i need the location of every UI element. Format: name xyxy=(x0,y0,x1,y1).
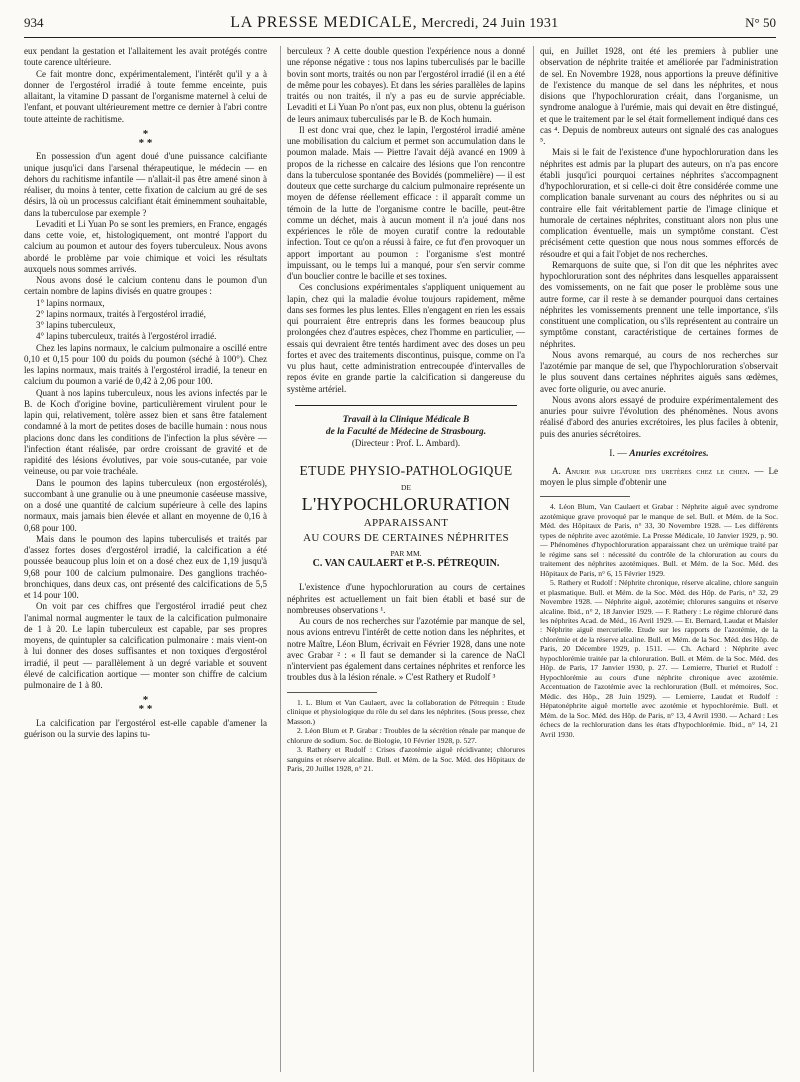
divider xyxy=(295,405,517,406)
column-1 xyxy=(24,46,267,1072)
section-separator: * * * xyxy=(138,694,153,716)
list-item: 3° lapins tuberculeux, xyxy=(36,320,116,331)
page-number: 934 xyxy=(24,15,44,30)
paragraph: Quant à nos lapins tuberculeux, nous les avions infectés par le B. de Koch d'origine bovine, particulièrement virulent pour le lapin qui, relativement, tolère assez bien et sans être fatalement condamné à la mort de petites doses de bacille humain : nous nous placions donc dans les conditions de l'infection la plus sévère — l'infection étant réalisée, par ordre croissant de gravité et de rapidité des lésions évolutives, par voie sous-cutanée, par voie veineuse, ou par voie trachéale. xyxy=(24,387,267,477)
footnote: 3. Rathery et Rudolf : Crises d'azotémie aiguë récidivante; chlorures sanguins et réserve alcaline. Bull. et Mém. de la Soc. Méd. des Hôpitaux de Paris, 20 Juillet 1928, n° 21. xyxy=(287,745,525,774)
article-title-line: AU COURS DE CERTAINES NÉPHRITES xyxy=(303,531,509,544)
paragraph: Levaditi et Li Yuan Po se sont les premiers, en France, engagés dans cette voie, et, histologiquement, ont montré l'apport du calcium au poumon et autour des foyers tuberculeux. Nous avons abordé le problème par voie chimique et voici les résultats auxquels nous sommes arrivés. xyxy=(24,218,267,274)
running-head xyxy=(24,14,776,38)
section-number: I. — xyxy=(609,447,630,459)
paragraph: Ce fait montre donc, expérimentalement, l'intérêt qu'il y a à donner de l'ergostérol irradié à toute femme enceinte, puis allaitant, la vitamine D passant de l'organisme maternel à celui de l'enfant, et pouvant ultérieurement mettre ce dernier à l'abri contre toute atteinte de rachitisme. xyxy=(24,68,267,124)
list-item: 4° lapins tuberculeux, traités à l'ergostérol irradié. xyxy=(36,331,217,342)
list-item: 2° lapins normaux, traités à l'ergostérol irradié, xyxy=(36,308,206,319)
footnote-divider xyxy=(287,692,377,693)
paragraph: Il est donc vrai que, chez le lapin, l'ergostérol irradié amène une mobilisation du calcium et permet son accumulation dans le poumon malade. Mais — Piettre l'avait déjà avancé en 1909 à propos de la richesse en calcaire des lésions que l'on rencontre dans la tuberculose spontanée des Bovidés (pommelière) — il est douteux que cette surcharge du calcium pulmonaire représente un moyen de défense réellement efficace : il apparaît comme un témoin de la lutte de l'organisme contre le bacille, peut-être comme un déchet, mais à aucun moment il n'a joué dans nos expériences le rôle de moyen curatif contre la redoutable infection. Tout ce qu'on a réussi à faire, ce fut d'en provoquer un apport important au poumon : l'organisme s'est montré impuissant, ou le temps lui a manqué, pour s'en servir comme d'un bouclier contre le bacille et ses toxines. xyxy=(287,124,525,281)
column-3 xyxy=(533,46,778,1072)
article-title-main: L'HYPOCHLORURATION xyxy=(301,493,511,514)
institution-line: Travail à la Clinique Médicale B xyxy=(342,414,470,425)
paragraph: eux pendant la gestation et l'allaitement les avait protégés contre toute carence ultérieure. xyxy=(24,46,267,68)
masthead xyxy=(230,14,558,32)
paragraph: Nous avons dosé le calcium contenu dans le poumon d'un certain nombre de lapins divisés en quatre groupes : xyxy=(24,275,267,297)
issue-date: Mercredi, 24 Juin 1931 xyxy=(421,16,559,31)
section-title: Anuries excrétoires. xyxy=(629,447,709,459)
journal-title: LA PRESSE MEDICALE, xyxy=(230,14,418,31)
footnotes xyxy=(540,502,778,739)
paragraph: La calcification par l'ergostérol est-elle capable d'amener la guérison ou la survie des lapins tu- xyxy=(24,717,267,740)
paragraph: L'existence d'une hypochloruration au cours de certaines néphrites est actuellement un fait bien établi et basé sur de nombreuses observations ¹. xyxy=(287,582,525,615)
paragraph-text: — Le moyen le plus simple d'obtenir une xyxy=(540,465,778,487)
institution-line: de la Faculté de Médecine de Strasbourg. xyxy=(325,426,487,437)
paragraph: Chez les lapins normaux, le calcium pulmonaire a oscillé entre 0,10 et 0,15 pour 100 du poids du poumon (séché à 100°). Chez les lapins normaux, mais traités à l'ergostérol irradié, la teneur en calcium du poumon a varié de 0,42 à 2,06 pour 100. xyxy=(24,342,267,387)
paragraph: berculeux ? A cette double question l'expérience nous a donné une réponse négative : tous nos lapins tuberculisés par le bacille bovin sont morts, traités ou non par l'ergostérol irradié (il en a été de même pour les cobayes). Et dans les séries parallèles de lapins traités ou non traités, il n'y a pas eu de survie appréciable. Levaditi et Li Yuan Po n'ont pas, eux non plus, obtenu la guérison de leurs animaux tuberculisés par le B. de Koch humain. xyxy=(287,46,525,124)
footnote: 5. Rathery et Rudolf : Néphrite chronique, réserve alcaline, chlore sanguin et plasmatique. Bull. et Mém. de la Soc. Méd. des Hôp. de Paris, n° 32, 29 Novembre 1928. — Néphrite aiguë, azotémie; chlorures sanguins et réserve alcaline. Ibid., n° 2, 18 Janvier 1929. — F. Rathery : Le régime chloruré dans les néphrites Acad. de Méd., 16 Avril 1929. — Et. Bernard, Laudat et Maisler : Néphrite aiguë mercurielle. Etude sur les rapports de l'azotémie, de la chlorémie et de la réserve alcaline. Bull. et Mém. de la Soc. Méd. des Hôp. de Paris, 20 Décembre 1929, p. 1511. — Ch. Achard : Néphrite avec hypochlorémie traitée par la chloruration. Bull. et Mém. de la Soc. Méd. des Hôp. de Paris, 17 Janvier 1930, p. 27. — Lemierre, Thuriel et Rudolf : Hypochlorémie au cours d'une néphrite chronique avec azotémie. Accentuation de l'azotémie avec la rechloruration (Bull. et mémoires, Soc. Médic. des Hôp., 28 Juin 1929). — Lemierre, Laudat et Rudolf : Hépatonéphrite aiguë mortelle avec azotémie et hypochlorémie. Bull. et Mém. de la Soc. Méd. des Hôp. de Paris, n° 13, 4 Avril 1930. — Achard : Les échecs de la rechloruration dans les états d'hypochlorémie. Ibid., n° 14, 21 Avril 1930. xyxy=(540,578,778,739)
subsection-heading: A. Anurie par ligature des uretères chez le chien. xyxy=(552,465,750,476)
byline-par: PAR MM. xyxy=(390,548,422,558)
article-title-line: DE xyxy=(401,483,411,493)
issue-number: N° 50 xyxy=(745,15,776,30)
director-line: (Directeur : Prof. L. Ambard). xyxy=(351,438,461,449)
footnotes xyxy=(287,698,525,774)
footnote-divider xyxy=(540,496,630,497)
article-header xyxy=(287,405,525,571)
paragraph: Nous avons remarqué, au cours de nos recherches sur l'azotémie par manque de sel, que l'hypochloruration s'observait le plus souvent dans certaines néphrites aiguës sans œdèmes, avec forte oligurie, ou avec anurie. xyxy=(540,349,778,394)
section-heading xyxy=(540,448,778,460)
paragraph: Mais dans le poumon des lapins tuberculisés et traités par d'assez fortes doses d'ergostérol irradié, la calcification a été poussée beaucoup plus loin et on a dosé chez eux de 1,19 jusqu'à 9,68 pour 100 de calcium pulmonaire. Des ganglions trachéo-bronchiques, dans deux cas, ont présenté des calcifications de 5,5 et 14 pour 100. xyxy=(24,533,267,601)
paragraph: En possession d'un agent doué d'une puissance calcifiante unique jusqu'ici dans l'arsenal thérapeutique, le médecin — en dehors du rachitisme infantile — n'allait-il pas être amené sinon à réaliser, du moins à tenter, cette fixation de calcium au gré de ses désirs, là où un processus calcifiant était éminemment souhaitable, dans la tuberculose par exemple ? xyxy=(24,151,267,218)
section-separator: * * * xyxy=(138,127,153,149)
article-title-line: APPARAISSANT xyxy=(363,516,449,529)
paragraph: Mais si le fait de l'existence d'une hypochloruration dans les néphrites est admis par la plupart des auteurs, on n'a pas encore établi jusqu'ici pourquoi certaines néphrites s'accompagnent d'hypochloruration, et si celle-ci doit être considérée comme une complication banale survenant au cours des néphrites ou si au contraire elle fait véritablement partie de l'image clinique et humorale de certaines néphrites, constituant alors non plus une complication éventuelle, mais un symptôme constant. C'est précisément cette question que nous nous sommes efforcés de résoudre et qui a fait l'objet de nos recherches. xyxy=(540,147,778,259)
footnote: 4. Léon Blum, Van Caulaert et Grabar : Néphrite aiguë avec syndrome azotémique grave provoqué par le manque de sel. Bull. et Mém. de la Soc. Méd. des Hôpitaux de Paris, n° 33, 30 Novembre 1928. — Les différents types de néphrite avec azotémie. La Presse Médicale, 10 Janvier 1929, p. 90. — Phénomènes d'hypochloruration apparaissant chez un urémique traité par le régime sans sel : nécessité du contrôle de la chloruration au cours du traitement des néphrites azotémiques. Bull. et Mém. de la Soc. Méd. des Hôpitaux de Paris, n° 6, 15 Février 1929. xyxy=(540,502,778,578)
article-authors: C. VAN CAULAERT et P.-S. PÉTREQUIN. xyxy=(312,558,500,569)
footnote: 1. L. Blum et Van Caulaert, avec la collaboration de Pétrequin : Etude clinique et physiologique du rôle du sel dans les néphrites. (Sous presse, chez Masson.) xyxy=(287,697,525,726)
paragraph: Au cours de nos recherches sur l'azotémie par manque de sel, nous avions entrevu l'intérêt de cette notion dans les néphrites, et notre Maître, Léon Blum, écrivait en Février 1928, dans une note avec Grabar ² : « Il faut se demander si la carence de NaCl n'intervient pas également dans certaines néphrites et renforce les troubles dus à la lésion rénale. » C'est Rathery et Rudolf ³ xyxy=(287,616,525,683)
list-item: 1° lapins normaux, xyxy=(36,297,105,308)
paragraph: On voit par ces chiffres que l'ergostérol irradié peut chez l'animal normal augmenter le taux de la calcification pulmonaire de 1 à 20. Le lapin tuberculeux est capable, par ses propres moyens, de quintupler sa calcification pulmonaire : mais vient-on à lui donner des doses suffisantes et non toxiques d'ergostérol irradié, il peut — parallèlement à un degré variable et souvent élevé de calcification aortique — monter son chiffre de calcium pulmonaire de 1 à 80. xyxy=(24,601,267,691)
paragraph: qui, en Juillet 1928, ont été les premiers à publier une observation de néphrite traitée et améliorée par l'administration de sel. En Novembre 1928, nous apportions la preuve définitive de l'existence du manque de sel dans les néphrites, et nous disions que l'hypochloruration créait, dans l'organisme, un syndrome analogue à l'urémie, mais qui devait en être distingué, et que le traitement par le sel était formellement indiqué dans ces cas ⁴. Depuis de nombreux auteurs ont signalé des cas analogues ⁵. xyxy=(540,46,778,146)
paragraph: Nous avons alors essayé de produire expérimentalement des anuries pour suivre l'évolution des phénomènes. Nous avons réalisé d'abord des anuries excrétoires, les plus faciles à obtenir, puis des anuries sécrétoires. xyxy=(540,394,778,439)
article-title-line: ETUDE PHYSIO-PATHOLOGIQUE xyxy=(299,463,513,479)
paragraph xyxy=(540,466,778,489)
paragraph: Remarquons de suite que, si l'on dit que les néphrites avec hypochloruration sont des néphrites dans lesquelles apparaissent des vomissements, on ne fait que poser le problème sous une autre forme, car il reste à se demander pourquoi dans certaines néphrites les vomissements prennent une telle importance, s'ils constituent une complication, ou s'ils représentent au contraire un symptôme constant, caractéristique de certaines formes de néphrites. xyxy=(540,259,778,349)
paragraph: Ces conclusions expérimentales s'appliquent uniquement au lapin, chez qui la maladie évolue toujours rapidement, même dans ses formes les plus lentes. Elles n'engagent en rien les essais qui pourraient être entrepris dans les formes beaucoup plus prolongées chez d'autres espèces, chez l'homme en particulier, — essais qui devraient être tentés hardiment avec des doses un peu fortes et avec des traitements discontinus, puisque, comme on l'a vu plus haut, cette administration entrecoupée d'intervalles de repos évite en grande partie la calcification si dangereuse du système artériel. xyxy=(287,282,525,394)
column-2 xyxy=(280,46,525,1072)
footnote: 2. Léon Blum et P. Grabar : Troubles de la sécrétion rénale par manque de chlorure de sodium. Soc. de Biologie, 10 Février 1928, p. 527. xyxy=(287,726,525,745)
paragraph: Dans le poumon des lapins tuberculeux (non ergostérolés), succombant à une granulie ou à une pneumonie caséeuse massive, on a dosé une quantité de calcium supérieure à celle des lapins normaux, mais jamais bien élevée et allant en moyenne de 0,16 à 0,68 pour 100. xyxy=(24,477,267,533)
